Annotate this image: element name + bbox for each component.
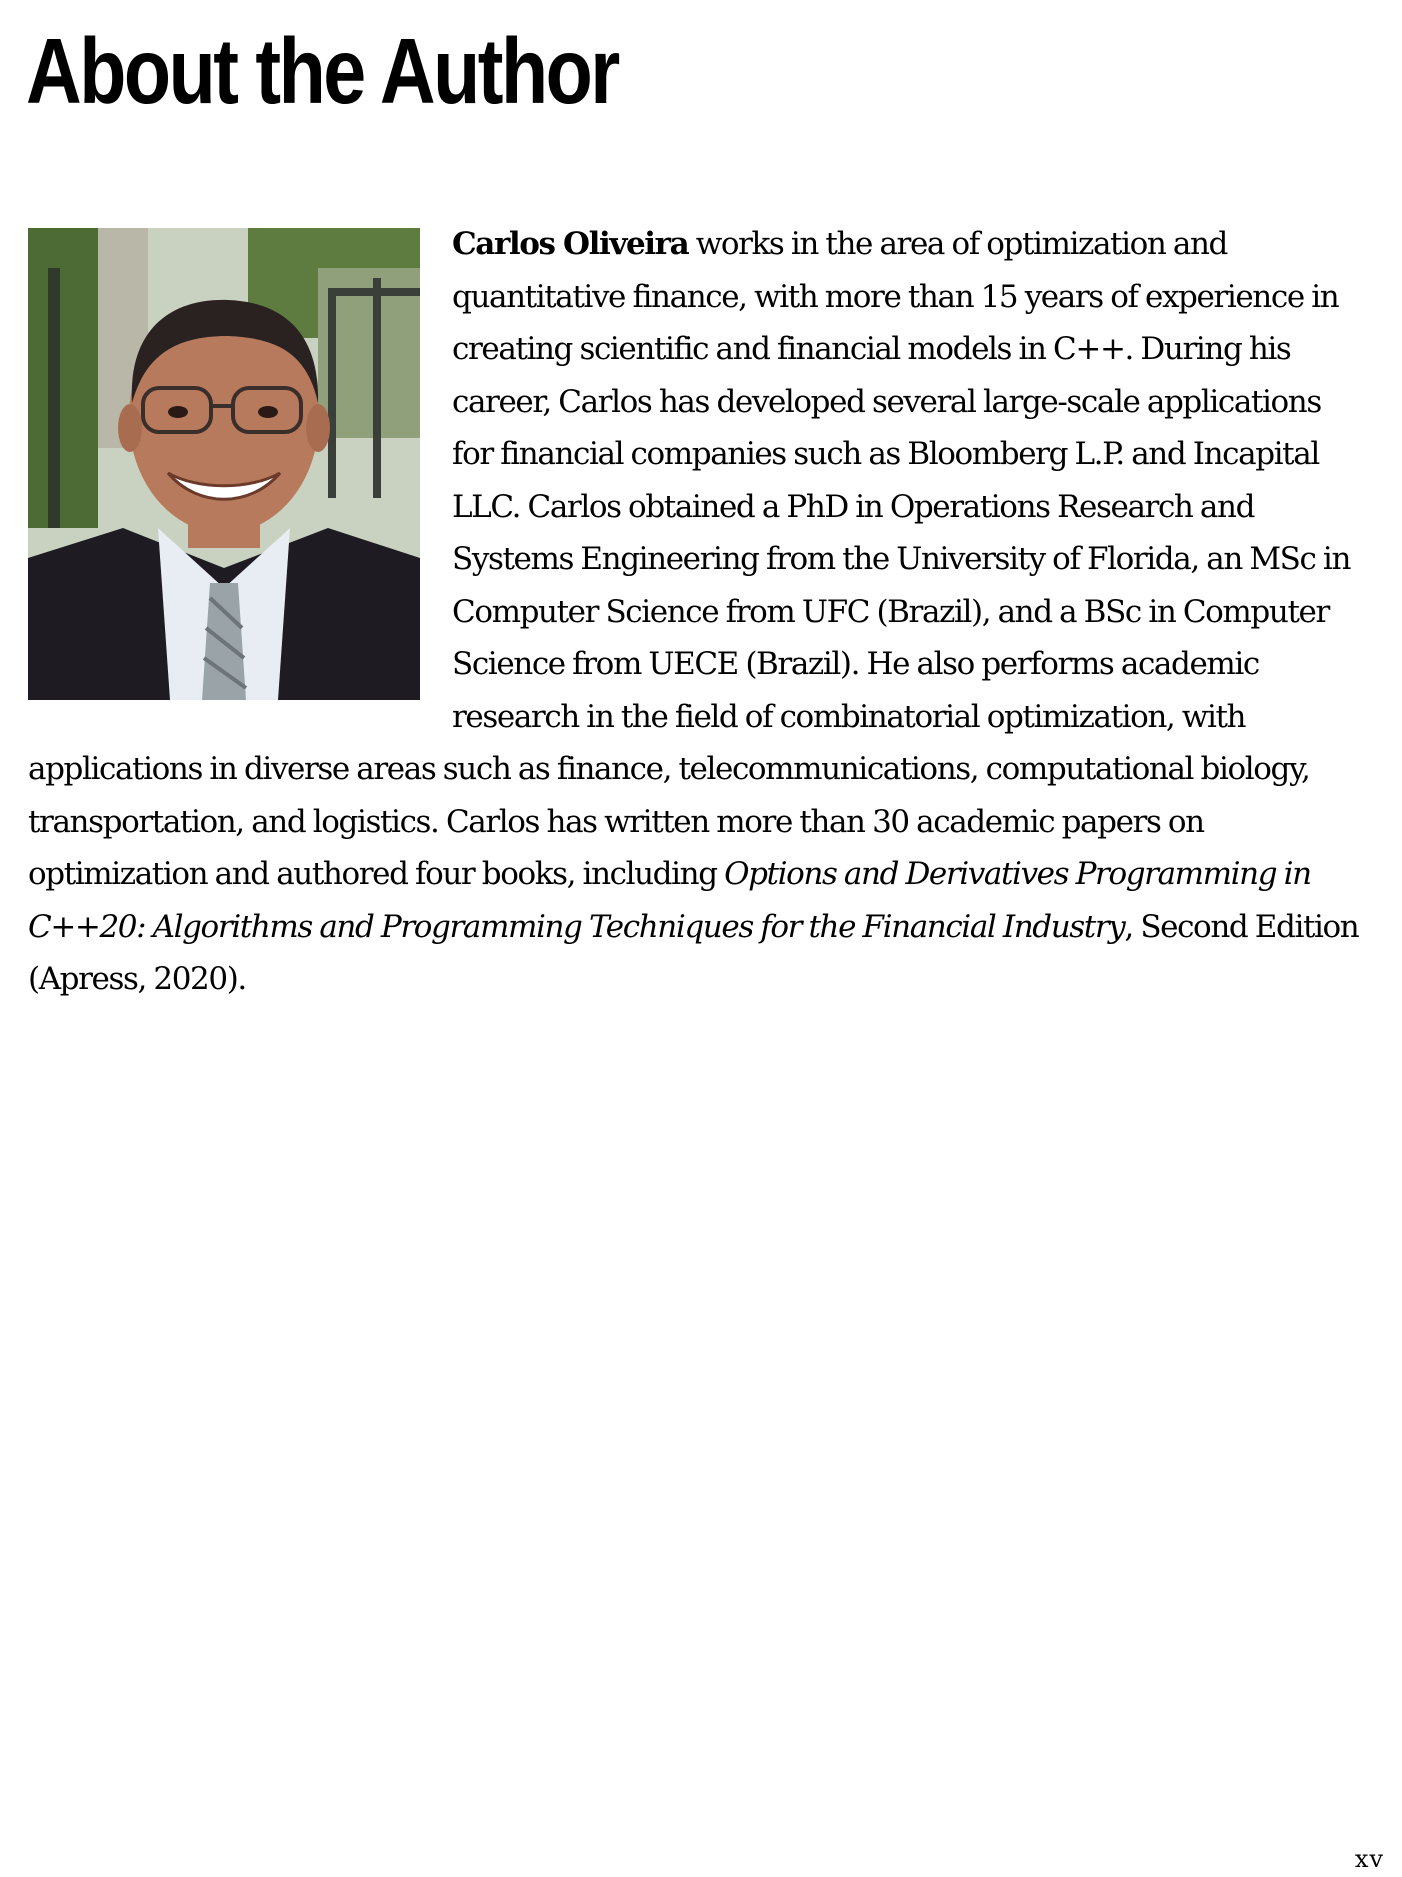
author-bio xyxy=(28,218,1368,1006)
page-number: xv xyxy=(1354,1845,1384,1873)
bio-text-end: , Second Edition (Apress, 2020). xyxy=(28,908,1359,997)
author-name: Carlos Oliveira xyxy=(452,226,689,262)
bio-text: works in the area of optimization and quantitative finance, with more than 15 years of experience in creating scientific and financial models in C++. During his career, Carlos has developed several large-scale applications for financial companies such as Bloomberg L.P. and Incapital LLC. Carlos obtained a PhD in Operations Research and Systems Engineering from the University of Florida, an MSc in Computer Science from UFC (Brazil), and a BSc in Computer Science from UECE (Brazil). He also performs academic research in the field of combinatorial optimization, with applications in diverse areas such as finance, telecommunications, computational biology, transportation, and logistics. Carlos has written more than 30 academic papers on optimization and authored four books, including xyxy=(28,226,1351,892)
page-title: About the Author xyxy=(26,19,618,123)
book-title: Options and Derivatives Programming in C++20: Algorithms and Programming Techniques for the Financial Industry xyxy=(28,856,1311,945)
author-portrait-photo-icon xyxy=(28,228,420,700)
